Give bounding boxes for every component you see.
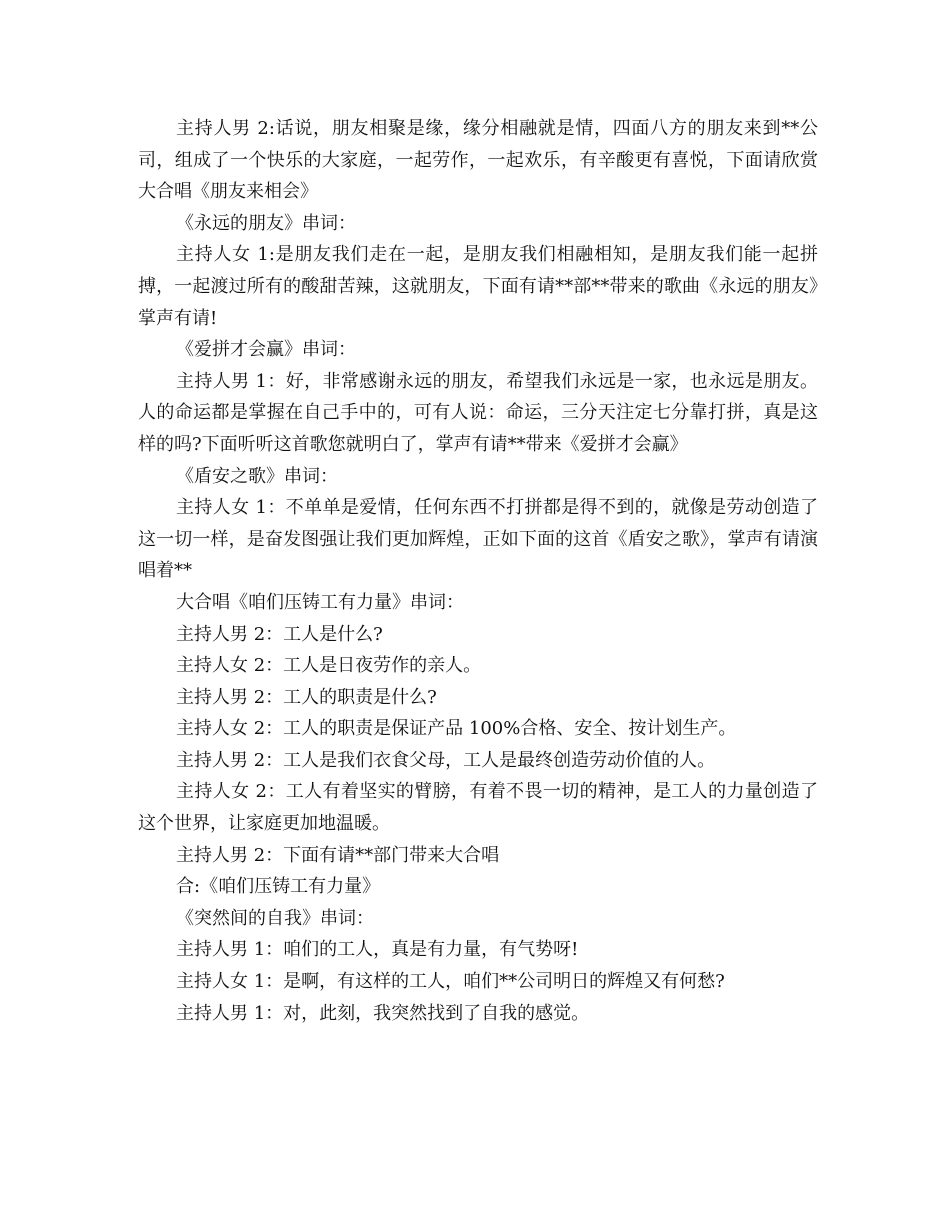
dialogue-line: 主持人女 2：工人的职责是保证产品 100%合格、安全、按计划生产。 xyxy=(176,718,737,740)
dialogue-line: 合:《咱们压铸工有力量》 xyxy=(176,876,381,898)
section-heading: 大合唱《咱们压铸工有力量》串词： xyxy=(176,591,464,613)
dialogue-line: 主持人男 2：下面有请**部门带来大合唱 xyxy=(176,844,500,866)
dialogue-line: 主持人男 2：工人的职责是什么? xyxy=(176,686,437,708)
section-heading: 《突然间的自我》串词： xyxy=(176,907,374,929)
dialogue-line: 主持人女 1：是啊，有这样的工人，咱们**公司明日的辉煌又有何愁? xyxy=(176,971,725,993)
dialogue-line: 主持人男 2：工人是我们衣食父母，工人是最终创造劳动价值的人。 xyxy=(176,749,716,771)
document-body xyxy=(138,113,818,1029)
dialogue-line: 主持人女 2：工人有着坚实的臂膀，有着不畏一切的精神，是工人的力量创造了这个世界，让家庭更加地温暖。 xyxy=(138,781,818,835)
section-heading: 《爱拼才会赢》串词： xyxy=(176,339,356,361)
section-heading: 《盾安之歌》串词： xyxy=(176,465,338,487)
dialogue-line: 主持人女 2：工人是日夜劳作的亲人。 xyxy=(176,655,482,677)
dialogue-line: 主持人男 1：咱们的工人，真是有力量，有气势呀! xyxy=(176,939,579,961)
paragraph: 主持人男 1：好，非常感谢永远的朋友，希望我们永远是一家，也永远是朋友。人的命运都是掌握在自己手中的，可有人说：命运，三分天注定七分靠打拼，真是这样的吗?下面听听这首歌您就明白了，掌声有请**带来《爱拼才会赢》 xyxy=(138,370,818,455)
paragraph: 主持人男 2:话说，朋友相聚是缘，缘分相融就是情，四面八方的朋友来到**公司，组成了一个快乐的大家庭，一起劳作，一起欢乐，有辛酸更有喜悦，下面请欣赏大合唱《朋友来相会》 xyxy=(138,118,818,203)
paragraph: 主持人女 1:是朋友我们走在一起，是朋友我们相融相知，是朋友我们能一起拼搏，一起渡过所有的酸甜苦辣，这就朋友，下面有请**部**带来的歌曲《永远的朋友》掌声有请! xyxy=(138,244,818,329)
dialogue-line: 主持人男 1：对，此刻，我突然找到了自我的感觉。 xyxy=(176,1002,590,1024)
dialogue-line: 主持人男 2：工人是什么? xyxy=(176,623,383,645)
paragraph: 主持人女 1：不单单是爱情，任何东西不打拼都是得不到的，就像是劳动创造了这一切一样，是奋发图强让我们更加辉煌，正如下面的这首《盾安之歌》，掌声有请演唱着** xyxy=(138,497,818,582)
section-heading: 《永远的朋友》串词： xyxy=(176,212,356,234)
